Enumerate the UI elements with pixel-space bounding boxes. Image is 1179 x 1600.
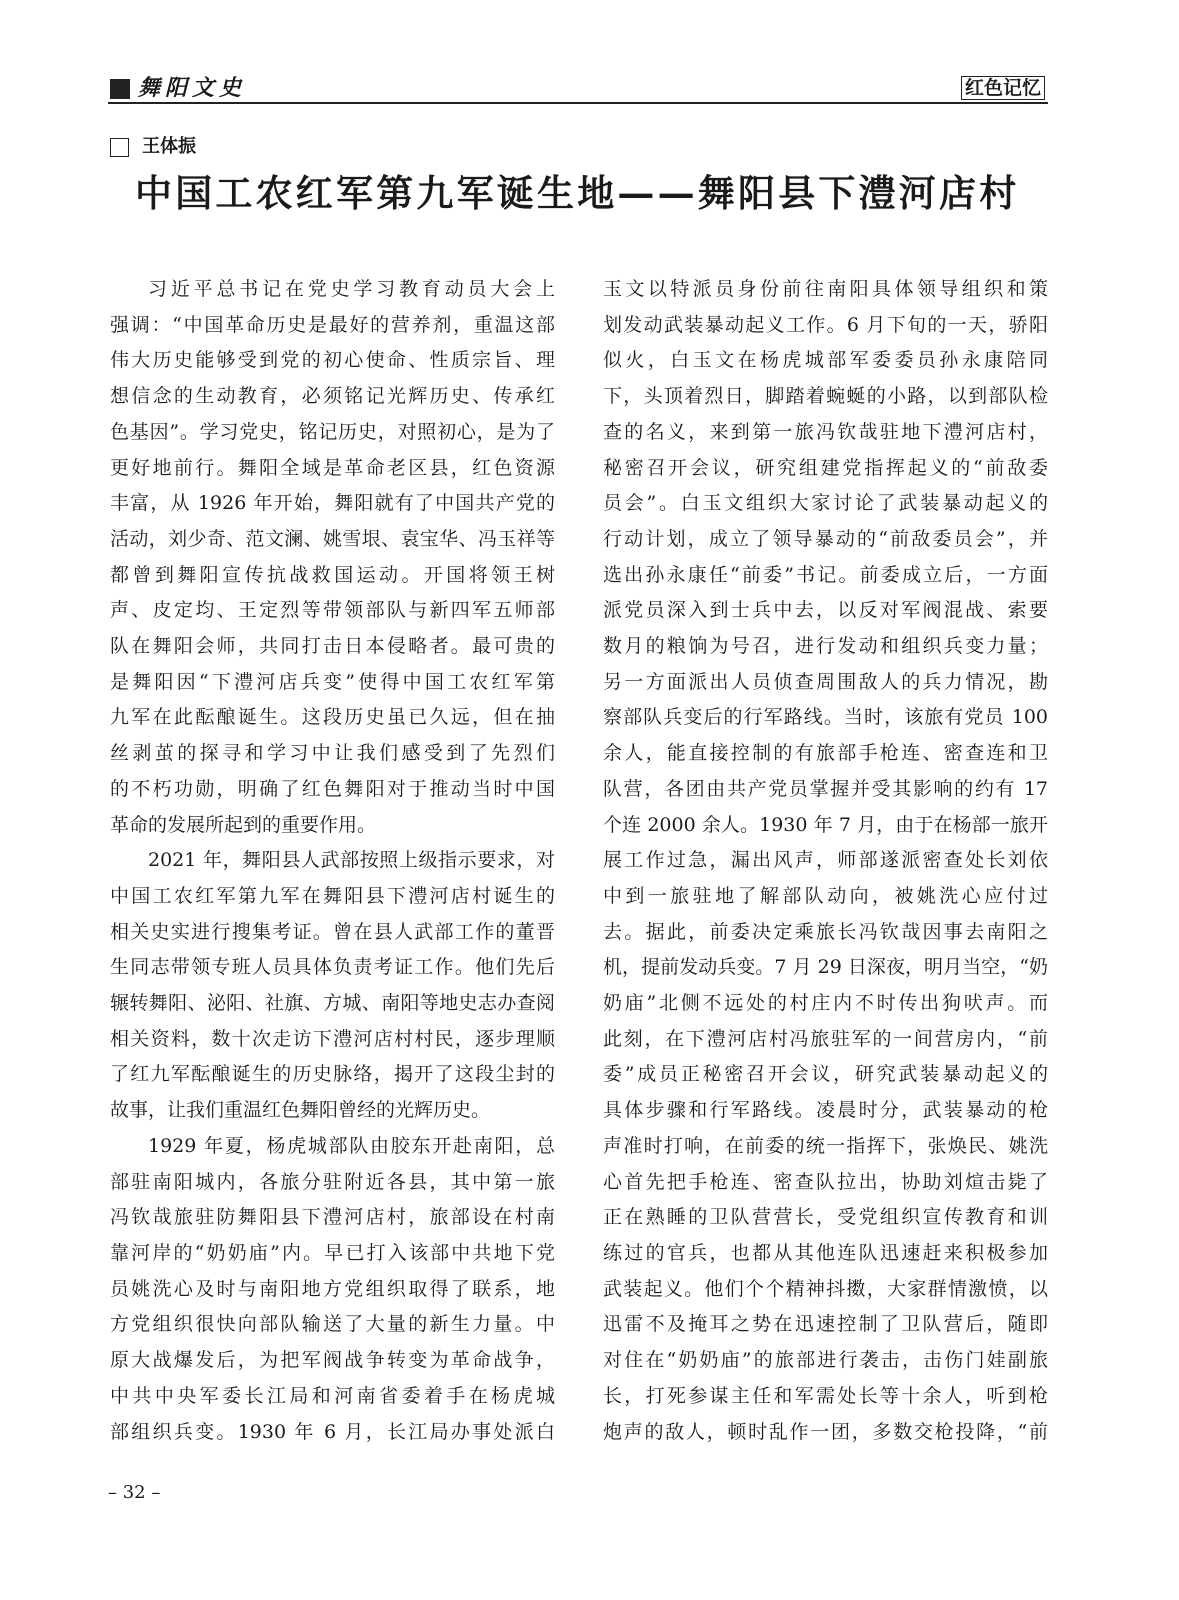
text-line: 选出孙永康任“前委”书记。前委成立后，一方面	[603, 563, 1048, 586]
text-line: 中到一旅驻地了解部队动向，被姚洗心应付过	[603, 884, 1048, 907]
text-line: 故事，让我们重温红色舞阳曾经的光辉历史。	[110, 1099, 491, 1122]
section-name: 红色记忆	[961, 76, 1045, 100]
text-line: 委”成员正秘密召开会议，研究武装暴动起义的	[603, 1063, 1048, 1086]
text-line: 冯钦哉旅驻防舞阳县下澧河店村，旅部设在村南	[110, 1206, 555, 1229]
text-line: 炮声的敌人，顿时乱作一团，多数交枪投降，“前	[603, 1420, 1048, 1443]
text-line: 革命的发展所起到的重要作用。	[110, 813, 377, 836]
text-line: 强调：“中国革命历史是最好的营养剂，重温这部	[110, 313, 555, 336]
text-line: 是舞阳因“下澧河店兵变”使得中国工农红军第	[110, 670, 555, 693]
text-line: 另一方面派出人员侦查周围敌人的兵力情况，勘	[603, 670, 1048, 693]
author-box-icon	[110, 138, 129, 157]
journal-name: 舞阳文史	[138, 75, 247, 101]
text-line: 具体步骤和行军路线。凌晨时分，武装暴动的枪	[603, 1099, 1048, 1122]
text-line: 辗转舞阳、泌阳、社旗、方城、南阳等地史志办查阅	[110, 992, 555, 1015]
text-line: 的不朽功勋，明确了红色舞阳对于推动当时中国	[110, 777, 555, 800]
text-line: 中国工农红军第九军在舞阳县下澧河店村诞生的	[110, 884, 555, 907]
text-line: 2021 年，舞阳县人武部按照上级指示要求，对	[148, 849, 555, 872]
text-line: 奶庙”北侧不远处的村庄内不时传出狗吠声。而	[603, 992, 1048, 1015]
text-line: 习近平总书记在党史学习教育动员大会上	[148, 278, 555, 300]
text-line: 查的名义，来到第一旅冯钦哉驻地下澧河店村，	[603, 420, 1048, 443]
text-line: 秘密召开会议，研究组建党指挥起义的“前敌委	[603, 456, 1048, 479]
text-line: 划发动武装暴动起义工作。6 月下旬的一天，骄阳	[603, 313, 1048, 336]
text-line: 丰富，从 1926 年开始，舞阳就有了中国共产党的	[110, 492, 555, 515]
text-line: 部驻南阳城内，各旅分驻附近各县，其中第一旅	[110, 1170, 555, 1193]
text-line: 心首先把手枪连、密查队拉出，协助刘煊击毙了	[603, 1170, 1048, 1193]
text-line: 去。据此，前委决定乘旅长冯钦哉因事去南阳之	[603, 920, 1048, 943]
paragraph	[603, 272, 1048, 1450]
text-line: 队在舞阳会师，共同打击日本侵略者。最可贵的	[110, 635, 555, 658]
header-divider	[108, 102, 1048, 104]
text-line: 武装起义。他们个个精神抖擞，大家群情激愤，以	[603, 1277, 1048, 1300]
text-line: 似火，白玉文在杨虎城部军委委员孙永康陪同	[603, 349, 1048, 372]
text-line: 相关资料，数十次走访下澧河店村村民，逐步理顺	[110, 1027, 555, 1050]
text-line: 数月的粮饷为号召，进行发动和组织兵变力量；	[603, 635, 1048, 658]
author-name: 王体振	[142, 136, 196, 157]
text-line: 长，打死参谋主任和军需处长等十余人，听到枪	[603, 1384, 1048, 1407]
right-column	[603, 272, 1048, 1450]
text-line: 展工作过急，漏出风声，师部遂派密查处长刘依	[603, 849, 1048, 872]
paragraph	[110, 1129, 555, 1450]
text-line: 了红九军酝酿诞生的历史脉络，揭开了这段尘封的	[110, 1063, 555, 1086]
left-column	[110, 272, 555, 1450]
text-line: 个连 2000 余人。1930 年 7 月，由于在杨部一旅开	[603, 813, 1048, 836]
text-line: 部组织兵变。1930 年 6 月，长江局办事处派白	[110, 1420, 555, 1443]
text-line: 声、皮定均、王定烈等带领部队与新四军五师部	[110, 599, 555, 622]
text-line: 对住在“奶奶庙”的旅部进行袭击，击伤门娃副旅	[603, 1349, 1048, 1372]
text-line: 1929 年夏，杨虎城部队由胶东开赴南阳，总	[148, 1134, 555, 1157]
article-title: 中国工农红军第九军诞生地——舞阳县下澧河店村	[135, 171, 1020, 215]
text-line: 此刻，在下澧河店村冯旅驻军的一间营房内，“前	[603, 1027, 1048, 1050]
text-line: 九军在此酝酿诞生。这段历史虽已久远，但在抽	[110, 706, 555, 729]
text-line: 色基因”。学习党史，铭记历史，对照初心，是为了	[110, 420, 555, 443]
text-line: 机，提前发动兵变。7 月 29 日深夜，明月当空，“奶	[603, 956, 1048, 979]
text-line: 余人，能直接控制的有旅部手枪连、密查连和卫	[603, 742, 1048, 765]
text-line: 察部队兵变后的行军路线。当时，该旅有党员 100	[603, 706, 1048, 729]
text-line: 更好地前行。舞阳全域是革命老区县，红色资源	[110, 456, 555, 479]
text-line: 员会”。白玉文组织大家讨论了武装暴动起义的	[603, 492, 1048, 515]
text-line: 活动，刘少奇、范文澜、姚雪垠、袁宝华、冯玉祥等	[110, 527, 555, 550]
header-block-marker	[110, 79, 130, 99]
text-line: 派党员深入到士兵中去，以反对军阀混战、索要	[603, 599, 1048, 622]
text-line: 正在熟睡的卫队营营长，受党组织宣传教育和训	[603, 1206, 1048, 1229]
page-number: – 32 –	[108, 1482, 161, 1503]
text-line: 方党组织很快向部队输送了大量的新生力量。中	[110, 1313, 555, 1336]
text-line: 行动计划，成立了领导暴动的“前敌委员会”，并	[603, 527, 1048, 550]
paragraph	[110, 843, 555, 1129]
text-line: 都曾到舞阳宣传抗战救国运动。开国将领王树	[110, 563, 555, 586]
text-line: 丝剥茧的探寻和学习中让我们感受到了先烈们	[110, 742, 555, 765]
text-line: 队营，各团由共产党员掌握并受其影响的约有 17	[603, 777, 1048, 800]
text-line: 中共中央军委长江局和河南省委着手在杨虎城	[110, 1384, 555, 1407]
text-line: 玉文以特派员身份前往南阳具体领导组织和策	[603, 278, 1048, 300]
text-line: 练过的官兵，也都从其他连队迅速赶来积极参加	[603, 1241, 1048, 1264]
text-line: 下，头顶着烈日，脚踏着蜿蜒的小路，以到部队检	[603, 385, 1048, 408]
text-line: 迅雷不及掩耳之势在迅速控制了卫队营后，随即	[603, 1313, 1048, 1336]
text-line: 相关史实进行搜集考证。曾在县人武部工作的董晋	[110, 920, 555, 943]
text-line: 生同志带领专班人员具体负责考证工作。他们先后	[110, 956, 555, 979]
text-line: 声准时打响，在前委的统一指挥下，张焕民、姚洗	[603, 1134, 1048, 1157]
text-line: 伟大历史能够受到党的初心使命、性质宗旨、理	[110, 349, 555, 372]
text-line: 原大战爆发后，为把军阀战争转变为革命战争，	[110, 1349, 555, 1372]
text-line: 员姚洗心及时与南阳地方党组织取得了联系，地	[110, 1277, 555, 1300]
text-line: 想信念的生动教育，必须铭记光辉历史、传承红	[110, 385, 555, 408]
text-line: 靠河岸的“奶奶庙”内。早已打入该部中共地下党	[110, 1241, 555, 1264]
paragraph	[110, 272, 555, 843]
